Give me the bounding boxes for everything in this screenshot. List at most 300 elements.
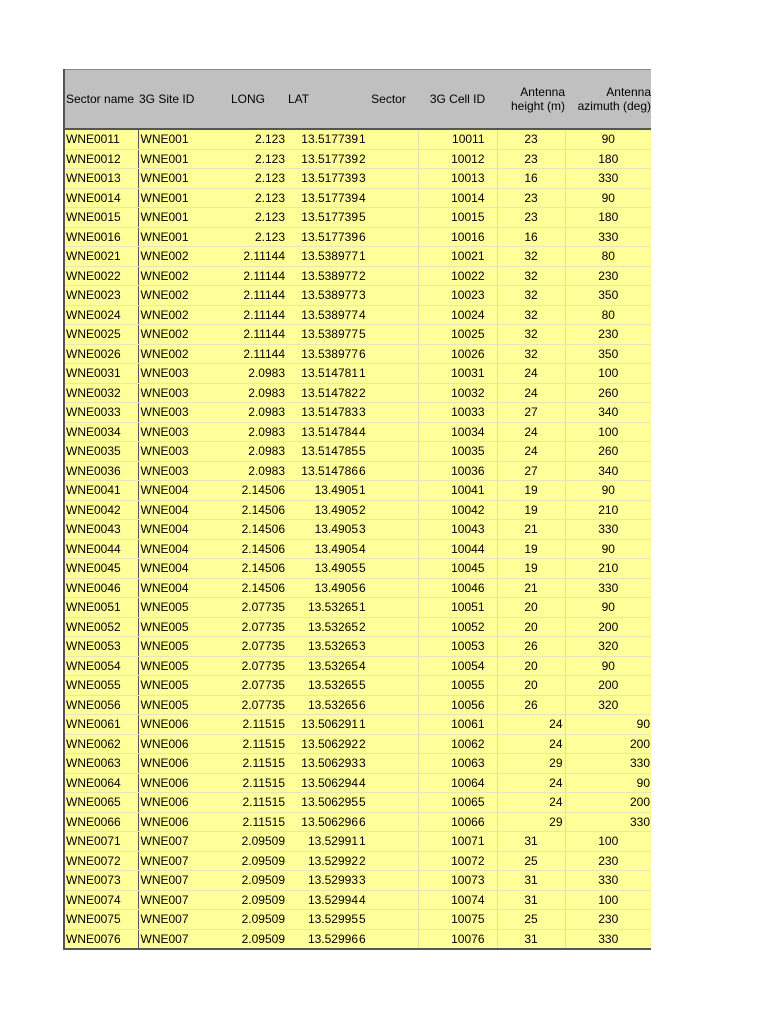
table-row[interactable] xyxy=(64,520,651,540)
antenna-azimuth-cell[interactable]: 200 xyxy=(565,676,651,696)
long-cell[interactable]: 2.11144 xyxy=(209,247,287,267)
antenna-height-cell[interactable]: 27 xyxy=(497,403,565,423)
lat-cell[interactable]: 13.506294 xyxy=(287,773,359,793)
lat-cell[interactable]: 13.4905 xyxy=(287,559,359,579)
long-cell[interactable]: 2.11144 xyxy=(209,325,287,345)
lat-cell[interactable]: 13.538977 xyxy=(287,325,359,345)
antenna-height-cell[interactable]: 29 xyxy=(497,812,565,832)
table-row[interactable] xyxy=(64,754,651,774)
sector-name-cell[interactable]: WNE0023 xyxy=(64,286,138,306)
sector-name-cell[interactable]: WNE0025 xyxy=(64,325,138,345)
sector-name-cell[interactable]: WNE0021 xyxy=(64,247,138,267)
sector-name-cell[interactable]: WNE0035 xyxy=(64,442,138,462)
antenna-height-cell[interactable]: 26 xyxy=(497,695,565,715)
cell-id-cell[interactable]: 10034 xyxy=(418,422,497,442)
antenna-height-cell[interactable]: 27 xyxy=(497,461,565,481)
cell-id-cell[interactable]: 10012 xyxy=(418,149,497,169)
cell-id-cell[interactable]: 10054 xyxy=(418,656,497,676)
sector-cell[interactable]: 3 xyxy=(359,871,418,891)
antenna-azimuth-cell[interactable]: 320 xyxy=(565,637,651,657)
antenna-azimuth-cell[interactable]: 90 xyxy=(565,129,651,149)
sector-cell[interactable]: 6 xyxy=(359,461,418,481)
site-id-cell[interactable]: WNE002 xyxy=(138,266,209,286)
antenna-azimuth-cell[interactable]: 100 xyxy=(565,890,651,910)
site-id-cell[interactable]: WNE001 xyxy=(138,227,209,247)
antenna-azimuth-cell[interactable]: 80 xyxy=(565,247,651,267)
sector-cell[interactable]: 3 xyxy=(359,403,418,423)
antenna-azimuth-cell[interactable]: 180 xyxy=(565,208,651,228)
sector-cell[interactable]: 6 xyxy=(359,227,418,247)
sector-cell[interactable]: 4 xyxy=(359,305,418,325)
antenna-height-cell[interactable]: 23 xyxy=(497,188,565,208)
antenna-azimuth-cell[interactable]: 340 xyxy=(565,403,651,423)
antenna-azimuth-cell[interactable]: 260 xyxy=(565,383,651,403)
lat-cell[interactable]: 13.514783 xyxy=(287,403,359,423)
sector-cell[interactable]: 5 xyxy=(359,676,418,696)
sector-name-cell[interactable]: WNE0071 xyxy=(64,832,138,852)
site-id-cell[interactable]: WNE002 xyxy=(138,305,209,325)
cell-id-cell[interactable]: 10026 xyxy=(418,344,497,364)
long-cell[interactable]: 2.14506 xyxy=(209,481,287,501)
table-row[interactable] xyxy=(64,286,651,306)
long-cell[interactable]: 2.07735 xyxy=(209,656,287,676)
sector-cell[interactable]: 4 xyxy=(359,656,418,676)
lat-cell[interactable]: 13.517739 xyxy=(287,208,359,228)
site-id-cell[interactable]: WNE006 xyxy=(138,773,209,793)
table-row[interactable] xyxy=(64,403,651,423)
sector-name-cell[interactable]: WNE0014 xyxy=(64,188,138,208)
long-cell[interactable]: 2.123 xyxy=(209,208,287,228)
lat-cell[interactable]: 13.53265 xyxy=(287,676,359,696)
antenna-azimuth-cell[interactable]: 100 xyxy=(565,364,651,384)
antenna-height-cell[interactable]: 19 xyxy=(497,481,565,501)
sector-name-cell[interactable]: WNE0075 xyxy=(64,910,138,930)
sector-name-cell[interactable]: WNE0065 xyxy=(64,793,138,813)
sector-name-cell[interactable]: WNE0046 xyxy=(64,578,138,598)
sector-cell[interactable]: 1 xyxy=(359,364,418,384)
antenna-azimuth-cell[interactable]: 350 xyxy=(565,344,651,364)
sector-name-cell[interactable]: WNE0056 xyxy=(64,695,138,715)
antenna-height-cell[interactable]: 24 xyxy=(497,734,565,754)
header-long[interactable]: LONG xyxy=(209,70,287,130)
lat-cell[interactable]: 13.4905 xyxy=(287,539,359,559)
long-cell[interactable]: 2.07735 xyxy=(209,695,287,715)
sector-cell[interactable]: 4 xyxy=(359,422,418,442)
lat-cell[interactable]: 13.52991 xyxy=(287,832,359,852)
table-row[interactable] xyxy=(64,344,651,364)
table-row[interactable] xyxy=(64,481,651,501)
lat-cell[interactable]: 13.517739 xyxy=(287,227,359,247)
antenna-height-cell[interactable]: 31 xyxy=(497,871,565,891)
table-row[interactable] xyxy=(64,812,651,832)
antenna-azimuth-cell[interactable]: 230 xyxy=(565,851,651,871)
site-id-cell[interactable]: WNE002 xyxy=(138,325,209,345)
lat-cell[interactable]: 13.53265 xyxy=(287,695,359,715)
table-row[interactable] xyxy=(64,793,651,813)
sector-name-cell[interactable]: WNE0031 xyxy=(64,364,138,384)
antenna-height-cell[interactable]: 24 xyxy=(497,715,565,735)
sector-name-cell[interactable]: WNE0053 xyxy=(64,637,138,657)
cell-id-cell[interactable]: 10035 xyxy=(418,442,497,462)
sector-name-cell[interactable]: WNE0061 xyxy=(64,715,138,735)
long-cell[interactable]: 2.0983 xyxy=(209,442,287,462)
lat-cell[interactable]: 13.4905 xyxy=(287,578,359,598)
lat-cell[interactable]: 13.517739 xyxy=(287,149,359,169)
table-row[interactable] xyxy=(64,500,651,520)
cell-id-cell[interactable]: 10024 xyxy=(418,305,497,325)
cell-id-cell[interactable]: 10061 xyxy=(418,715,497,735)
antenna-height-cell[interactable]: 32 xyxy=(497,247,565,267)
sector-cell[interactable]: 3 xyxy=(359,754,418,774)
table-row[interactable] xyxy=(64,461,651,481)
long-cell[interactable]: 2.11515 xyxy=(209,773,287,793)
long-cell[interactable]: 2.0983 xyxy=(209,422,287,442)
site-id-cell[interactable]: WNE007 xyxy=(138,871,209,891)
table-row[interactable] xyxy=(64,929,651,949)
sector-cell[interactable]: 6 xyxy=(359,695,418,715)
long-cell[interactable]: 2.11144 xyxy=(209,286,287,306)
table-row[interactable] xyxy=(64,637,651,657)
antenna-azimuth-cell[interactable]: 90 xyxy=(565,598,651,618)
site-id-cell[interactable]: WNE007 xyxy=(138,851,209,871)
table-row[interactable] xyxy=(64,129,651,149)
lat-cell[interactable]: 13.506292 xyxy=(287,734,359,754)
long-cell[interactable]: 2.123 xyxy=(209,188,287,208)
sector-name-cell[interactable]: WNE0052 xyxy=(64,617,138,637)
site-id-cell[interactable]: WNE004 xyxy=(138,578,209,598)
cell-id-cell[interactable]: 10071 xyxy=(418,832,497,852)
table-row[interactable] xyxy=(64,559,651,579)
antenna-azimuth-cell[interactable]: 350 xyxy=(565,286,651,306)
long-cell[interactable]: 2.11515 xyxy=(209,754,287,774)
antenna-height-cell[interactable]: 19 xyxy=(497,500,565,520)
cell-id-cell[interactable]: 10015 xyxy=(418,208,497,228)
antenna-azimuth-cell[interactable]: 340 xyxy=(565,461,651,481)
site-id-cell[interactable]: WNE003 xyxy=(138,403,209,423)
cell-id-cell[interactable]: 10072 xyxy=(418,851,497,871)
antenna-height-cell[interactable]: 29 xyxy=(497,754,565,774)
antenna-height-cell[interactable]: 32 xyxy=(497,266,565,286)
sector-name-cell[interactable]: WNE0036 xyxy=(64,461,138,481)
table-row[interactable] xyxy=(64,617,651,637)
cell-id-cell[interactable]: 10076 xyxy=(418,929,497,949)
cell-id-cell[interactable]: 10073 xyxy=(418,871,497,891)
long-cell[interactable]: 2.123 xyxy=(209,169,287,189)
sector-cell[interactable]: 5 xyxy=(359,559,418,579)
antenna-azimuth-cell[interactable]: 200 xyxy=(565,734,651,754)
long-cell[interactable]: 2.11515 xyxy=(209,734,287,754)
site-id-cell[interactable]: WNE007 xyxy=(138,929,209,949)
site-id-cell[interactable]: WNE001 xyxy=(138,129,209,149)
site-id-cell[interactable]: WNE007 xyxy=(138,890,209,910)
antenna-height-cell[interactable]: 31 xyxy=(497,929,565,949)
sector-cell[interactable]: 6 xyxy=(359,344,418,364)
lat-cell[interactable]: 13.506295 xyxy=(287,793,359,813)
cell-id-cell[interactable]: 10056 xyxy=(418,695,497,715)
antenna-azimuth-cell[interactable]: 90 xyxy=(565,773,651,793)
long-cell[interactable]: 2.0983 xyxy=(209,364,287,384)
sector-cell[interactable]: 4 xyxy=(359,773,418,793)
antenna-height-cell[interactable]: 16 xyxy=(497,169,565,189)
site-id-cell[interactable]: WNE003 xyxy=(138,422,209,442)
lat-cell[interactable]: 13.4905 xyxy=(287,481,359,501)
table-row[interactable] xyxy=(64,851,651,871)
cell-id-cell[interactable]: 10063 xyxy=(418,754,497,774)
table-row[interactable] xyxy=(64,364,651,384)
lat-cell[interactable]: 13.4905 xyxy=(287,500,359,520)
site-id-cell[interactable]: WNE003 xyxy=(138,364,209,384)
table-row[interactable] xyxy=(64,227,651,247)
antenna-height-cell[interactable]: 25 xyxy=(497,910,565,930)
antenna-height-cell[interactable]: 32 xyxy=(497,325,565,345)
site-id-cell[interactable]: WNE006 xyxy=(138,754,209,774)
antenna-height-cell[interactable]: 24 xyxy=(497,383,565,403)
site-id-cell[interactable]: WNE004 xyxy=(138,520,209,540)
table-row[interactable] xyxy=(64,383,651,403)
table-row[interactable] xyxy=(64,695,651,715)
sector-cell[interactable]: 4 xyxy=(359,890,418,910)
long-cell[interactable]: 2.11515 xyxy=(209,715,287,735)
long-cell[interactable]: 2.11144 xyxy=(209,344,287,364)
sector-name-cell[interactable]: WNE0032 xyxy=(64,383,138,403)
antenna-azimuth-cell[interactable]: 90 xyxy=(565,715,651,735)
site-id-cell[interactable]: WNE001 xyxy=(138,169,209,189)
long-cell[interactable]: 2.0983 xyxy=(209,403,287,423)
sector-cell[interactable]: 6 xyxy=(359,578,418,598)
site-id-cell[interactable]: WNE005 xyxy=(138,656,209,676)
long-cell[interactable]: 2.09509 xyxy=(209,832,287,852)
sector-name-cell[interactable]: WNE0051 xyxy=(64,598,138,618)
table-row[interactable] xyxy=(64,442,651,462)
cell-id-cell[interactable]: 10025 xyxy=(418,325,497,345)
table-row[interactable] xyxy=(64,539,651,559)
sector-cell[interactable]: 2 xyxy=(359,734,418,754)
sector-cell[interactable]: 5 xyxy=(359,208,418,228)
site-id-cell[interactable]: WNE001 xyxy=(138,188,209,208)
site-id-cell[interactable]: WNE004 xyxy=(138,539,209,559)
sector-cell[interactable]: 5 xyxy=(359,910,418,930)
cell-id-cell[interactable]: 10013 xyxy=(418,169,497,189)
lat-cell[interactable]: 13.53265 xyxy=(287,637,359,657)
antenna-azimuth-cell[interactable]: 320 xyxy=(565,695,651,715)
sector-name-cell[interactable]: WNE0043 xyxy=(64,520,138,540)
sector-cell[interactable]: 5 xyxy=(359,793,418,813)
antenna-azimuth-cell[interactable]: 330 xyxy=(565,578,651,598)
antenna-height-cell[interactable]: 25 xyxy=(497,851,565,871)
antenna-azimuth-cell[interactable]: 90 xyxy=(565,539,651,559)
cell-id-cell[interactable]: 10065 xyxy=(418,793,497,813)
cell-id-cell[interactable]: 10032 xyxy=(418,383,497,403)
long-cell[interactable]: 2.07735 xyxy=(209,637,287,657)
lat-cell[interactable]: 13.514782 xyxy=(287,383,359,403)
cell-id-cell[interactable]: 10033 xyxy=(418,403,497,423)
table-row[interactable] xyxy=(64,773,651,793)
cell-id-cell[interactable]: 10062 xyxy=(418,734,497,754)
sector-name-cell[interactable]: WNE0015 xyxy=(64,208,138,228)
long-cell[interactable]: 2.0983 xyxy=(209,461,287,481)
antenna-azimuth-cell[interactable]: 330 xyxy=(565,812,651,832)
site-id-cell[interactable]: WNE005 xyxy=(138,617,209,637)
long-cell[interactable]: 2.123 xyxy=(209,129,287,149)
sector-cell[interactable]: 4 xyxy=(359,539,418,559)
sector-name-cell[interactable]: WNE0066 xyxy=(64,812,138,832)
site-id-cell[interactable]: WNE004 xyxy=(138,559,209,579)
sector-name-cell[interactable]: WNE0024 xyxy=(64,305,138,325)
header-antenna-azimuth[interactable]: Antenna azimuth (deg) xyxy=(565,70,651,130)
antenna-height-cell[interactable]: 21 xyxy=(497,578,565,598)
site-id-cell[interactable]: WNE004 xyxy=(138,500,209,520)
lat-cell[interactable]: 13.538977 xyxy=(287,305,359,325)
lat-cell[interactable]: 13.4905 xyxy=(287,520,359,540)
sector-name-cell[interactable]: WNE0073 xyxy=(64,871,138,891)
long-cell[interactable]: 2.07735 xyxy=(209,598,287,618)
cell-id-cell[interactable]: 10053 xyxy=(418,637,497,657)
long-cell[interactable]: 2.14506 xyxy=(209,559,287,579)
sector-name-cell[interactable]: WNE0054 xyxy=(64,656,138,676)
header-sector[interactable]: Sector xyxy=(359,70,418,130)
site-id-cell[interactable]: WNE006 xyxy=(138,734,209,754)
cell-id-cell[interactable]: 10064 xyxy=(418,773,497,793)
long-cell[interactable]: 2.09509 xyxy=(209,929,287,949)
header-lat[interactable]: LAT xyxy=(287,70,359,130)
long-cell[interactable]: 2.14506 xyxy=(209,500,287,520)
long-cell[interactable]: 2.14506 xyxy=(209,539,287,559)
lat-cell[interactable]: 13.514784 xyxy=(287,422,359,442)
site-id-cell[interactable]: WNE007 xyxy=(138,832,209,852)
table-row[interactable] xyxy=(64,188,651,208)
antenna-height-cell[interactable]: 24 xyxy=(497,793,565,813)
sector-cell[interactable]: 2 xyxy=(359,617,418,637)
sector-name-cell[interactable]: WNE0063 xyxy=(64,754,138,774)
site-id-cell[interactable]: WNE001 xyxy=(138,149,209,169)
lat-cell[interactable]: 13.538977 xyxy=(287,266,359,286)
sector-name-cell[interactable]: WNE0013 xyxy=(64,169,138,189)
antenna-azimuth-cell[interactable]: 330 xyxy=(565,169,651,189)
long-cell[interactable]: 2.09509 xyxy=(209,871,287,891)
header-site-id[interactable]: 3G Site ID xyxy=(138,70,209,130)
long-cell[interactable]: 2.11144 xyxy=(209,305,287,325)
cell-id-cell[interactable]: 10045 xyxy=(418,559,497,579)
antenna-azimuth-cell[interactable]: 330 xyxy=(565,520,651,540)
long-cell[interactable]: 2.09509 xyxy=(209,851,287,871)
antenna-azimuth-cell[interactable]: 200 xyxy=(565,793,651,813)
long-cell[interactable]: 2.11515 xyxy=(209,793,287,813)
antenna-height-cell[interactable]: 16 xyxy=(497,227,565,247)
table-row[interactable] xyxy=(64,247,651,267)
antenna-azimuth-cell[interactable]: 90 xyxy=(565,656,651,676)
sector-cell[interactable]: 1 xyxy=(359,129,418,149)
sector-cell[interactable]: 1 xyxy=(359,598,418,618)
sector-name-cell[interactable]: WNE0074 xyxy=(64,890,138,910)
cell-id-cell[interactable]: 10021 xyxy=(418,247,497,267)
site-id-cell[interactable]: WNE002 xyxy=(138,344,209,364)
cell-id-cell[interactable]: 10055 xyxy=(418,676,497,696)
antenna-azimuth-cell[interactable]: 330 xyxy=(565,929,651,949)
sector-cell[interactable]: 6 xyxy=(359,812,418,832)
long-cell[interactable]: 2.07735 xyxy=(209,617,287,637)
long-cell[interactable]: 2.11144 xyxy=(209,266,287,286)
lat-cell[interactable]: 13.538977 xyxy=(287,286,359,306)
lat-cell[interactable]: 13.52992 xyxy=(287,851,359,871)
cell-id-cell[interactable]: 10014 xyxy=(418,188,497,208)
antenna-height-cell[interactable]: 24 xyxy=(497,364,565,384)
sector-name-cell[interactable]: WNE0042 xyxy=(64,500,138,520)
sector-name-cell[interactable]: WNE0044 xyxy=(64,539,138,559)
site-id-cell[interactable]: WNE005 xyxy=(138,676,209,696)
site-id-cell[interactable]: WNE006 xyxy=(138,715,209,735)
cell-id-cell[interactable]: 10043 xyxy=(418,520,497,540)
antenna-azimuth-cell[interactable]: 90 xyxy=(565,481,651,501)
sector-cell[interactable]: 6 xyxy=(359,929,418,949)
site-id-cell[interactable]: WNE003 xyxy=(138,461,209,481)
table-row[interactable] xyxy=(64,734,651,754)
lat-cell[interactable]: 13.53265 xyxy=(287,656,359,676)
long-cell[interactable]: 2.14506 xyxy=(209,520,287,540)
antenna-height-cell[interactable]: 19 xyxy=(497,559,565,579)
antenna-azimuth-cell[interactable]: 330 xyxy=(565,754,651,774)
antenna-height-cell[interactable]: 20 xyxy=(497,598,565,618)
sector-name-cell[interactable]: WNE0055 xyxy=(64,676,138,696)
site-id-cell[interactable]: WNE003 xyxy=(138,442,209,462)
table-row[interactable] xyxy=(64,422,651,442)
antenna-height-cell[interactable]: 24 xyxy=(497,773,565,793)
antenna-azimuth-cell[interactable]: 180 xyxy=(565,149,651,169)
site-id-cell[interactable]: WNE005 xyxy=(138,598,209,618)
lat-cell[interactable]: 13.506296 xyxy=(287,812,359,832)
table-row[interactable] xyxy=(64,208,651,228)
antenna-height-cell[interactable]: 32 xyxy=(497,305,565,325)
site-id-cell[interactable]: WNE005 xyxy=(138,695,209,715)
cell-id-cell[interactable]: 10074 xyxy=(418,890,497,910)
lat-cell[interactable]: 13.52993 xyxy=(287,871,359,891)
antenna-height-cell[interactable]: 20 xyxy=(497,676,565,696)
sector-name-cell[interactable]: WNE0016 xyxy=(64,227,138,247)
sector-cell[interactable]: 5 xyxy=(359,325,418,345)
sector-cell[interactable]: 4 xyxy=(359,188,418,208)
antenna-azimuth-cell[interactable]: 100 xyxy=(565,832,651,852)
antenna-height-cell[interactable]: 20 xyxy=(497,617,565,637)
table-row[interactable] xyxy=(64,656,651,676)
antenna-height-cell[interactable]: 32 xyxy=(497,344,565,364)
site-id-cell[interactable]: WNE007 xyxy=(138,910,209,930)
sector-name-cell[interactable]: WNE0026 xyxy=(64,344,138,364)
cell-id-cell[interactable]: 10042 xyxy=(418,500,497,520)
table-row[interactable] xyxy=(64,325,651,345)
sector-name-cell[interactable]: WNE0076 xyxy=(64,929,138,949)
sector-name-cell[interactable]: WNE0012 xyxy=(64,149,138,169)
cell-id-cell[interactable]: 10016 xyxy=(418,227,497,247)
sector-cell[interactable]: 2 xyxy=(359,266,418,286)
table-row[interactable] xyxy=(64,149,651,169)
sector-cell[interactable]: 3 xyxy=(359,169,418,189)
site-id-cell[interactable]: WNE006 xyxy=(138,812,209,832)
antenna-height-cell[interactable]: 23 xyxy=(497,208,565,228)
cell-id-cell[interactable]: 10051 xyxy=(418,598,497,618)
antenna-height-cell[interactable]: 23 xyxy=(497,129,565,149)
header-cell-id[interactable]: 3G Cell ID xyxy=(418,70,497,130)
cell-id-cell[interactable]: 10023 xyxy=(418,286,497,306)
long-cell[interactable]: 2.07735 xyxy=(209,676,287,696)
lat-cell[interactable]: 13.52995 xyxy=(287,910,359,930)
sector-name-cell[interactable]: WNE0011 xyxy=(64,129,138,149)
sector-cell[interactable]: 3 xyxy=(359,637,418,657)
long-cell[interactable]: 2.11515 xyxy=(209,812,287,832)
antenna-azimuth-cell[interactable]: 230 xyxy=(565,910,651,930)
antenna-azimuth-cell[interactable]: 210 xyxy=(565,559,651,579)
sector-cell[interactable]: 2 xyxy=(359,149,418,169)
antenna-azimuth-cell[interactable]: 200 xyxy=(565,617,651,637)
cell-id-cell[interactable]: 10036 xyxy=(418,461,497,481)
